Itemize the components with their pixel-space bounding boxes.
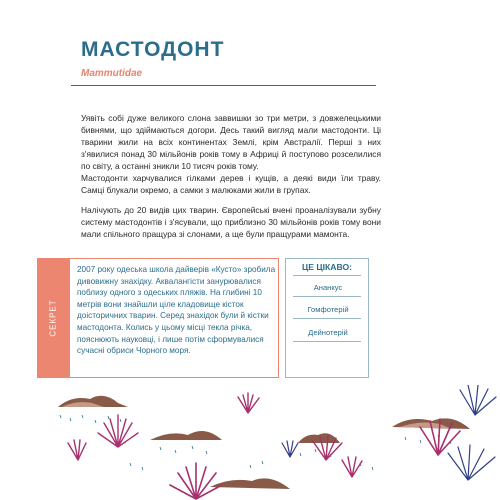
- secret-text: 2007 року одеська школа дайверів «Кусто» зробила дивовижну знахідку. Аквалангісти занурювалися поблизу одного з одеських пляжів. На глибині 10 метрів вони знайшли ціле кладовище кісток доісторичних тварин. Серед знахідок були й кістки мастодонта. Колись у цьому місці текла річка, пояснюють науковці, і лише потім сформувалися сучасні обриси Чорного моря.: [77, 265, 276, 356]
- latin-name: Mammutidae: [81, 68, 143, 79]
- paragraph-diet: Мастодонти харчувалися гілками дерев і кущів, а деякі види їли траву. Самці блукали окремо, а самки з малюками жили в групах.: [81, 173, 381, 195]
- page-title: МАСТОДОНТ: [81, 38, 225, 61]
- facts-heading-rule: [293, 275, 361, 276]
- paragraph-species: Налічують до 20 видів цих тварин. Європейські вчені проаналізували зубну систему мастодонтів і з'ясували, що приблизно 30 мільйонів років тому вони мали спільного пращура зі слонами, а ще були пращурами мамонта.: [81, 205, 381, 239]
- secret-label: СЕКРЕТ: [48, 299, 58, 337]
- fact-item-gomphotherium: Гомфотерій: [307, 305, 349, 314]
- fact-rule-3: [293, 341, 361, 342]
- grass-tufts: [68, 385, 496, 499]
- facts-heading: ЦЕ ЦІКАВО:: [301, 262, 353, 272]
- fact-rule-1: [293, 296, 361, 297]
- fact-item-anancus: Ананкус: [313, 283, 343, 292]
- paragraph-intro: Уявіть собі дуже великого слона заввишки зо три метри, з довжелецькими бивнями, що здіймаються догори. Десь такий вигляд мали мастодонти. Ці тварини жили на всіх континентах Землі, крім Австралії. Перші з них з'явилися понад 30 мільйонів років тому в Африці й поступово розселилися по світу, а останні зникли 10 тисяч років тому.: [81, 113, 381, 171]
- fact-rule-2: [293, 318, 361, 319]
- title-divider: [71, 85, 376, 86]
- fact-item-deinotherium: Дейнотерій: [308, 328, 348, 337]
- landscape-illustration: [0, 385, 500, 500]
